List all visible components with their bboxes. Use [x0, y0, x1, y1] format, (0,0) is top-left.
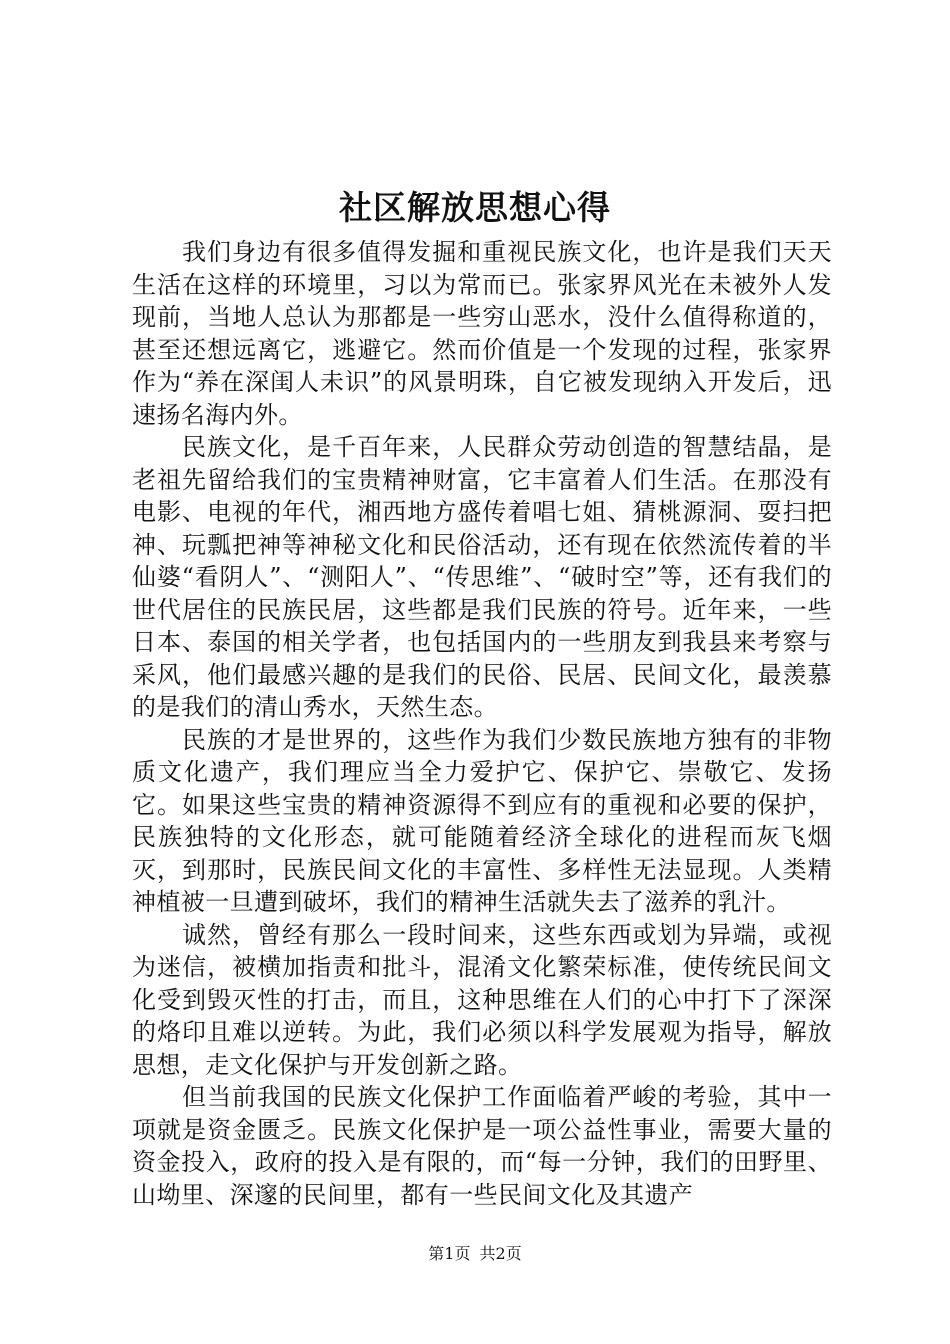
page-total: 共2页 — [479, 1244, 522, 1263]
page-footer — [0, 1243, 950, 1265]
paragraph-3: 民族的才是世界的，这些作为我们少数民族地方独有的非物质文化遗产，我们理应当全力爱护它、保护它、崇敬它、发扬它。如果这些宝贵的精神资源得不到应有的重视和必要的保护，民族独特的文化形态，就可能随着经济全球化的进程而灰飞烟灭，到那时，民族民间文化的丰富性、多样性无法显现。人类精神植被一旦遭到破坏，我们的精神生活就失去了滋养的乳汁。 — [132, 725, 832, 916]
paragraph-4: 诚然，曾经有那么一段时间来，这些东西或划为异端，或视为迷信，被横加指责和批斗，混淆文化繁荣标准，使传统民间文化受到毁灭性的打击，而且，这种思维在人们的心中打下了深深的烙印且难以逆转。为此，我们必须以科学发展观为指导，解放思想，走文化保护与开发创新之路。 — [132, 920, 832, 1079]
paragraph-1: 我们身边有很多值得发掘和重视民族文化，也许是我们天天生活在这样的环境里，习以为常而已。张家界风光在未被外人发现前，当地人总认为那都是一些穷山恶水，没什么值得称道的，甚至还想远离它，逃避它。然而价值是一个发现的过程，张家界作为“养在深闺人未识”的风景明珠，自它被发现纳入开发后，迅速扬名海内外。 — [132, 238, 832, 429]
document-title: 社区解放思想心得 — [339, 188, 611, 227]
document-body — [132, 236, 832, 1211]
paragraph-5: 但当前我国的民族文化保护工作面临着严峻的考验，其中一项就是资金匮乏。民族文化保护是一项公益性事业，需要大量的资金投入，政府的投入是有限的，而“每一分钟，我们的田野里、山坳里、深邃的民间里，都有一些民间文化及其遗产 — [132, 1083, 832, 1209]
paragraph-2: 民族文化，是千百年来，人民群众劳动创造的智慧结晶，是老祖先留给我们的宝贵精神财富，它丰富着人们生活。在那没有电影、电视的年代，湘西地方盛传着唱七姐、猜桃源洞、耍扫把神、玩瓢把神等神秘文化和民俗活动，还有现在依然流传着的半仙婆“看阴人”、“测阳人”、“传思维”、“破时空”等，还有我们的世代居住的民族民居，这些都是我们民族的符号。近年来，一些日本、泰国的相关学者，也包括国内的一些朋友到我县来考察与采风，他们最感兴趣的是我们的民俗、民居、民间文化，最羡慕的是我们的清山秀水，天然生态。 — [132, 433, 832, 721]
page-number: 第1页 — [428, 1244, 471, 1263]
